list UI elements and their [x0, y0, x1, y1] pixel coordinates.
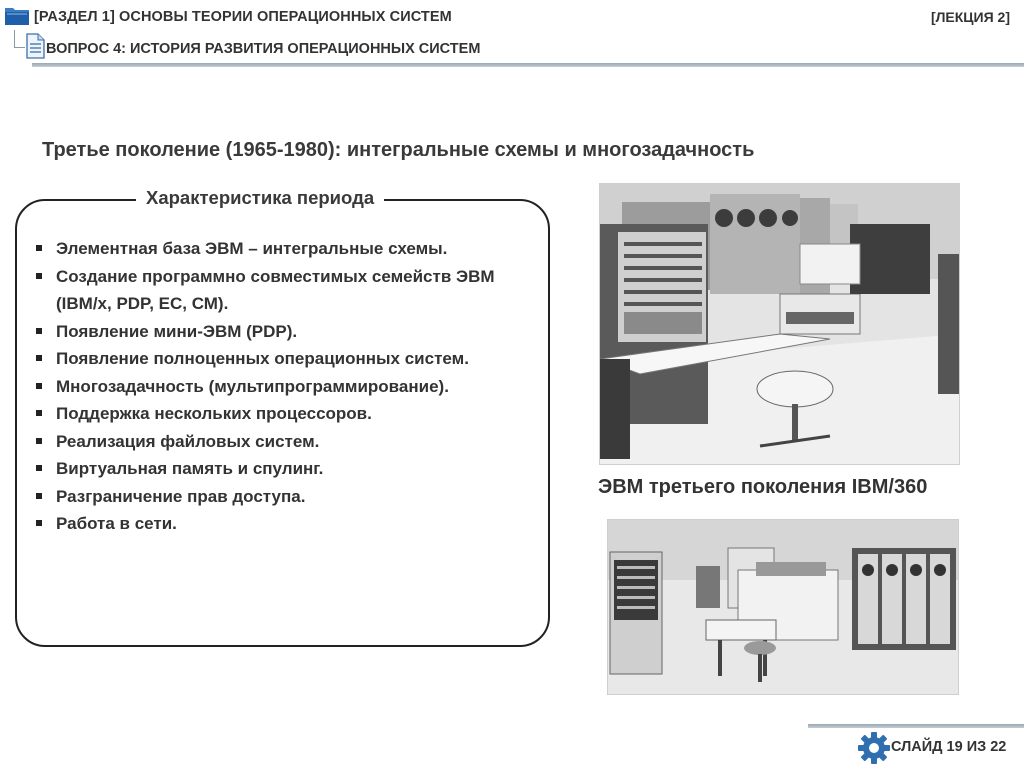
list-item: Создание программно совместимых семейств ЭВМ (IBM/x, PDP, ЕС, СМ).	[34, 263, 544, 318]
footer-divider	[808, 724, 1024, 728]
lecture-label: [ЛЕКЦИЯ 2]	[930, 9, 1010, 25]
list-item: Многозадачность (мультипрограммирование).	[34, 373, 544, 401]
slide-title: Третье поколение (1965-1980): интегральные схемы и многозадачность	[42, 139, 755, 161]
list-item: Поддержка нескольких процессоров.	[34, 400, 544, 428]
tree-connector	[14, 30, 15, 48]
list-item: Появление мини-ЭВМ (PDP).	[34, 318, 544, 346]
header-divider	[32, 63, 1024, 67]
list-item: Реализация файловых систем.	[34, 428, 544, 456]
gear-icon	[857, 731, 891, 765]
characteristics-heading: Характеристика периода	[136, 187, 384, 209]
list-item: Появление полноценных операционных систем.	[34, 345, 544, 373]
list-item: Виртуальная память и спулинг.	[34, 455, 544, 483]
computer-room-photo	[607, 519, 959, 695]
folder-icon	[3, 2, 31, 28]
photo-caption: ЭВМ третьего поколения IBM/360	[598, 476, 928, 498]
list-item: Элементная база ЭВМ – интегральные схемы.	[34, 235, 544, 263]
ibm360-photo	[599, 183, 960, 465]
question-title: ВОПРОС 4: ИСТОРИЯ РАЗВИТИЯ ОПЕРАЦИОННЫХ СИСТЕМ	[46, 41, 481, 57]
list-item: Разграничение прав доступа.	[34, 483, 544, 511]
list-item: Работа в сети.	[34, 510, 544, 538]
document-icon	[24, 33, 46, 59]
characteristics-list	[34, 235, 544, 538]
section-title: [РАЗДЕЛ 1] ОСНОВЫ ТЕОРИИ ОПЕРАЦИОННЫХ СИСТЕМ	[34, 9, 452, 25]
slide-counter: СЛАЙД 19 ИЗ 22	[891, 739, 1007, 755]
